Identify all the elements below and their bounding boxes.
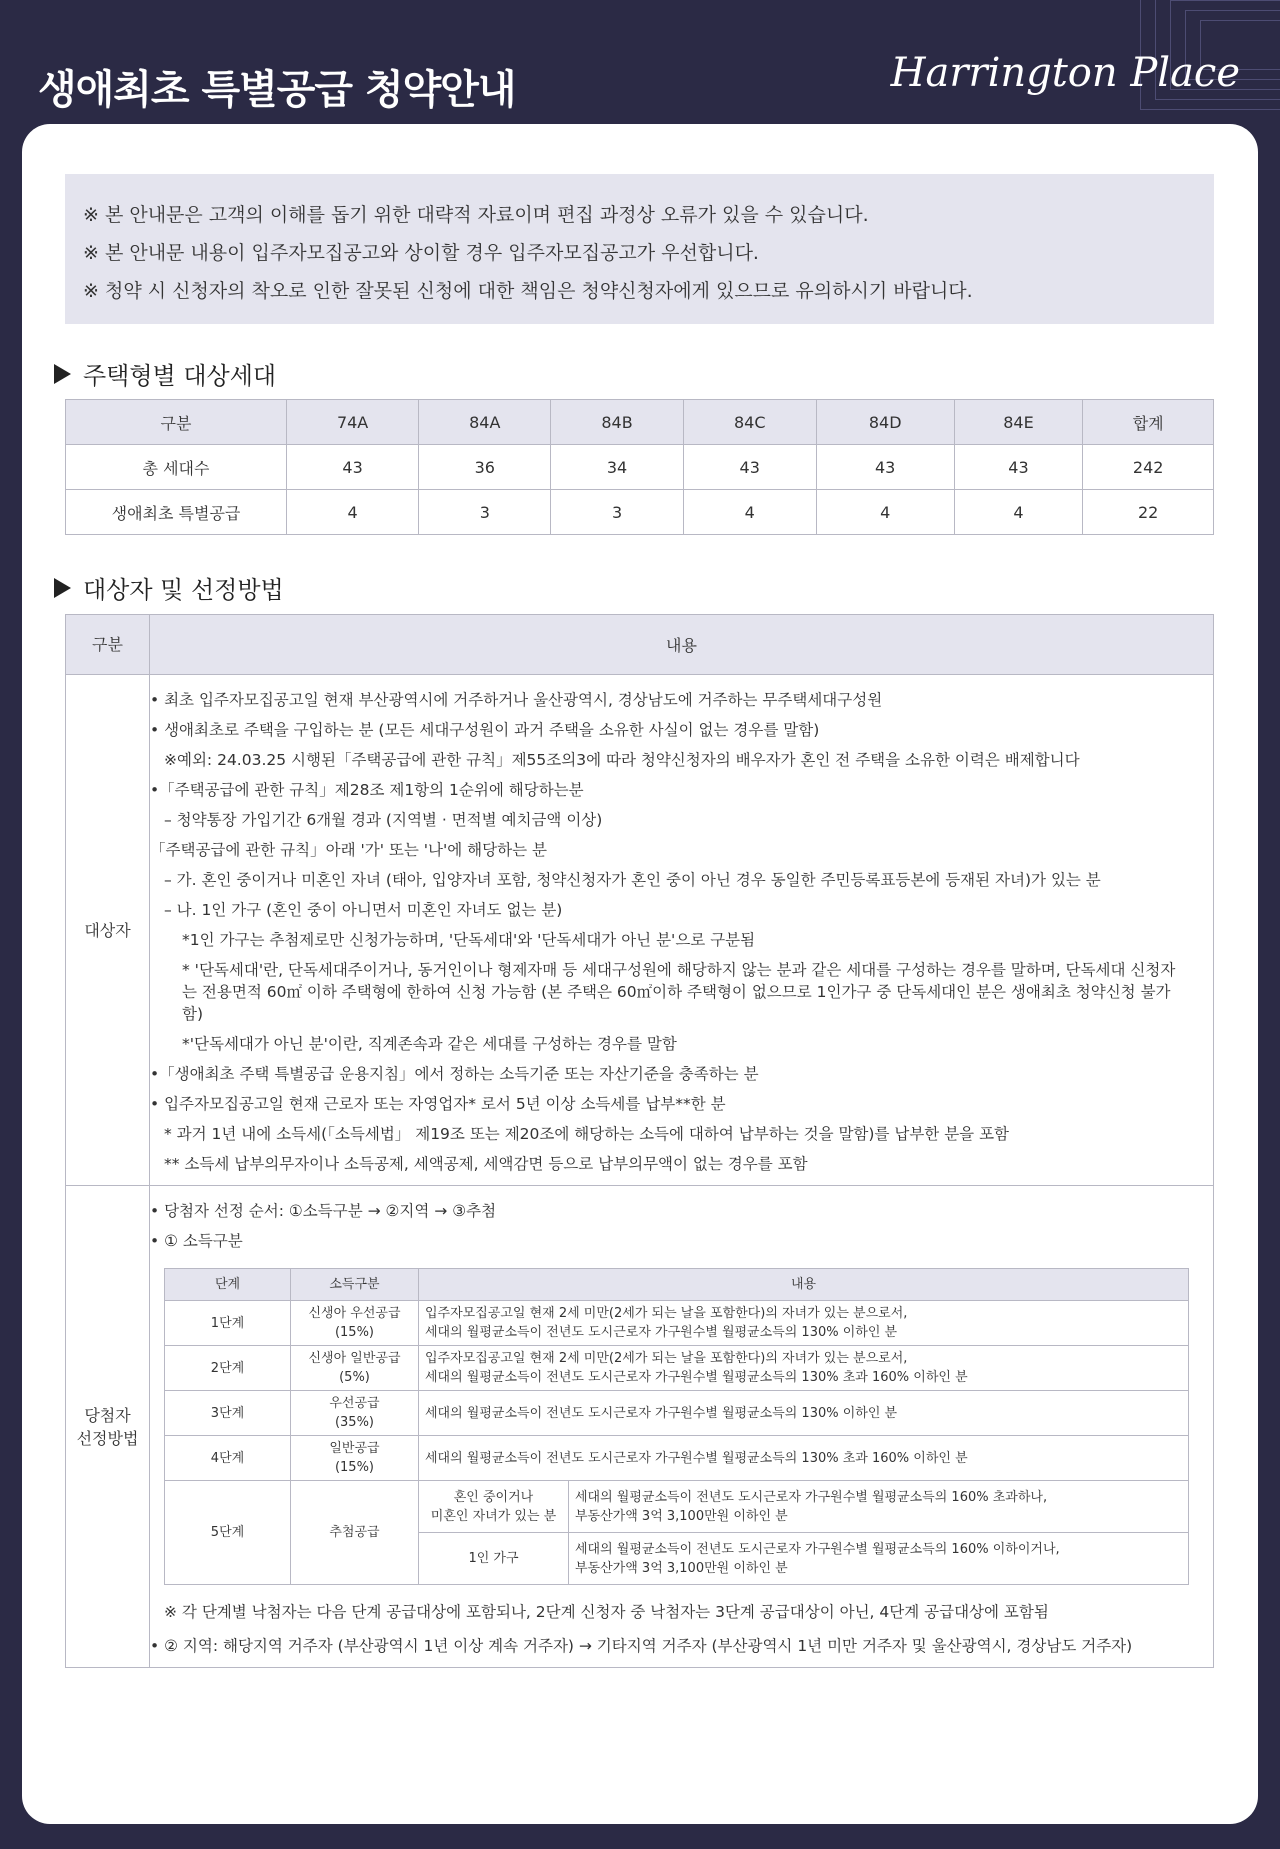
selection-line: • ① 소득구분: [150, 1232, 243, 1250]
stage-content-cell: 입주자모집공고일 현재 2세 미만(2세가 되는 날을 포함한다)의 자녀가 있는 분으로서, 세대의 월평균소득이 전년도 도시근로자 가구원수별 월평균소득의 130% 이하인 분: [419, 1301, 1189, 1346]
income-stage-table: [164, 1268, 1189, 1585]
table-header-cell: 84C: [683, 400, 816, 445]
table-cell: 4: [954, 490, 1083, 535]
stage-cell: 1단계: [165, 1301, 291, 1346]
stage-note: ※ 각 단계별 낙첨자는 다음 단계 공급대상에 포함되나, 2단계 신청자 중 낙첨자는 3단계 공급대상이 아닌, 4단계 공급대상에 포함됨: [164, 1603, 1049, 1621]
table-header-row: [165, 1269, 1189, 1301]
table-header-cell: 내용: [150, 615, 1214, 675]
income-type-cell: 일반공급 (15%): [291, 1436, 419, 1481]
stage-content-cell: 입주자모집공고일 현재 2세 미만(2세가 되는 날을 포함한다)의 자녀가 있는 분으로서, 세대의 월평균소득이 전년도 도시근로자 가구원수별 월평균소득의 130% 초과 160% 이하인 분: [419, 1346, 1189, 1391]
table-header-cell: 구분: [66, 400, 287, 445]
table-header-cell: 84B: [551, 400, 683, 445]
table-header-row: [66, 615, 1214, 675]
target-content: [150, 675, 1214, 1186]
target-line: • 입주자모집공고일 현재 근로자 또는 자영업자* 로서 5년 이상 소득세를 납부**한 분: [150, 1095, 726, 1113]
stage-content-cell: 세대의 월평균소득이 전년도 도시근로자 가구원수별 월평균소득의 130% 이하인 분: [419, 1391, 1189, 1436]
table-row: [66, 445, 1214, 490]
target-line: – 나. 1인 가구 (혼인 중이 아니면서 미혼인 자녀도 없는 분): [164, 901, 563, 919]
stage-cell: 4단계: [165, 1436, 291, 1481]
target-line: *'단독세대가 아닌 분'이란, 직계존속과 같은 세대를 구성하는 경우를 말함: [182, 1035, 677, 1053]
target-line: * '단독세대'란, 단독세대주이거나, 동거인이나 형제자매 등 세대구성원에 해당하지 않는 분과 같은 세대를 구성하는 경우를 말하며, 단독세대 신청자는 전용면적 60㎡ 이하 주택형에 한하여 신청 가능함 (본 주택은 60㎡이하 주택형이 없으므로 1인가구 중 단독세대인 분은 생애최초 청약신청 불가함): [182, 961, 1176, 1023]
triangle-bullet-icon: [54, 578, 71, 598]
table-cell: 3: [419, 490, 551, 535]
table-header-cell: 소득구분: [291, 1269, 419, 1301]
condition-cell: 1인 가구: [419, 1533, 569, 1585]
table-header-cell: 84D: [816, 400, 954, 445]
content-card: [22, 124, 1258, 1824]
income-type-cell: 신생아 우선공급 (15%): [291, 1301, 419, 1346]
table-header-cell: 내용: [419, 1269, 1189, 1301]
condition-cell: 혼인 중이거나 미혼인 자녀가 있는 분: [419, 1481, 569, 1533]
target-line: *1인 가구는 추첨제로만 신청가능하며, '단독세대'와 '단독세대가 아닌 분'으로 구분됨: [182, 931, 756, 949]
income-type-cell: 추첨공급: [291, 1481, 419, 1585]
selection-content: [150, 1186, 1214, 1668]
table-cell: 34: [551, 445, 683, 490]
target-line: • 생애최초로 주택을 구입하는 분 (모든 세대구성원이 과거 주택을 소유한 사실이 없는 경우를 말함): [150, 721, 820, 739]
table-cell: 생애최초 특별공급: [66, 490, 287, 535]
table-row: [165, 1301, 1189, 1346]
table-cell: 4: [816, 490, 954, 535]
table-cell: 4: [287, 490, 419, 535]
target-line: ※예외: 24.03.25 시행된「주택공급에 관한 규칙」제55조의3에 따라 청약신청자의 배우자가 혼인 전 주택을 소유한 이력은 배제합니다: [164, 751, 1080, 769]
selection-row: [66, 1186, 1214, 1668]
table-header-cell: 74A: [287, 400, 419, 445]
table-cell: 3: [551, 490, 683, 535]
table-header-cell: 단계: [165, 1269, 291, 1301]
notice-line: ※ 청약 시 신청자의 착오로 인한 잘못된 신청에 대한 책임은 청약신청자에게 있으므로 유의하시기 바랍니다.: [83, 280, 973, 302]
table-row: [165, 1481, 1189, 1533]
selection-line: • 당첨자 선정 순서: ①소득구분 → ②지역 → ③추첨: [150, 1202, 497, 1220]
notice-line: ※ 본 안내문은 고객의 이해를 돕기 위한 대략적 자료이며 편집 과정상 오류가 있을 수 있습니다.: [83, 204, 869, 226]
table-cell: 43: [954, 445, 1083, 490]
table-row: [165, 1436, 1189, 1481]
stage-content-cell: 세대의 월평균소득이 전년도 도시근로자 가구원수별 월평균소득의 160% 이하이거나, 부동산가액 3억 3,100만원 이하인 분: [569, 1533, 1189, 1585]
page-title: 생애최초 특별공급 청약안내: [38, 67, 516, 113]
target-line: •「생애최초 주택 특별공급 운용지침」에서 정하는 소득기준 또는 자산기준을 충족하는 분: [150, 1065, 759, 1083]
triangle-bullet-icon: [54, 364, 71, 384]
section-title-units: 주택형별 대상세대: [54, 356, 276, 391]
region-line: • ② 지역: 해당지역 거주자 (부산광역시 1년 이상 계속 거주자) → 기타지역 거주자 (부산광역시 1년 미만 거주자 및 울산광역시, 경상남도 거주자): [150, 1637, 1133, 1655]
target-line: 「주택공급에 관한 규칙」아래 '가' 또는 '나'에 해당하는 분: [150, 841, 547, 859]
eligibility-table: [65, 614, 1214, 1668]
table-cell: 총 세대수: [66, 445, 287, 490]
brand-logo: Harrington Place: [890, 50, 1240, 96]
target-line: ** 소득세 납부의무자이나 소득공제, 세액공제, 세액감면 등으로 납부의무액이 없는 경우를 포함: [164, 1155, 808, 1173]
target-line: * 과거 1년 내에 소득세(「소득세법」 제19조 또는 제20조에 해당하는 소득에 대하여 납부하는 것을 말함)를 납부한 분을 포함: [164, 1125, 1010, 1143]
stage-content-cell: 세대의 월평균소득이 전년도 도시근로자 가구원수별 월평균소득의 130% 초과 160% 이하인 분: [419, 1436, 1189, 1481]
income-type-cell: 신생아 일반공급 (5%): [291, 1346, 419, 1391]
notice-line: ※ 본 안내문 내용이 입주자모집공고와 상이할 경우 입주자모집공고가 우선합니다.: [83, 242, 759, 264]
table-header-cell: 합계: [1083, 400, 1214, 445]
table-cell: 43: [683, 445, 816, 490]
table-row: [165, 1391, 1189, 1436]
stage-content-cell: 세대의 월평균소득이 전년도 도시근로자 가구원수별 월평균소득의 160% 초과하나, 부동산가액 3억 3,100만원 이하인 분: [569, 1481, 1189, 1533]
target-label: 대상자: [66, 675, 150, 1186]
table-header-cell: 84E: [954, 400, 1083, 445]
table-cell: 22: [1083, 490, 1214, 535]
table-row: [66, 490, 1214, 535]
table-cell: 36: [419, 445, 551, 490]
table-header-cell: 84A: [419, 400, 551, 445]
notice-box: [65, 174, 1214, 324]
income-type-cell: 우선공급 (35%): [291, 1391, 419, 1436]
unit-table: [65, 399, 1214, 535]
target-line: – 청약통장 가입기간 6개월 경과 (지역별 · 면적별 예치금액 이상): [164, 811, 603, 829]
target-line: – 가. 혼인 중이거나 미혼인 자녀 (태아, 입양자녀 포함, 청약신청자가 혼인 중이 아닌 경우 동일한 주민등록표등본에 등재된 자녀)가 있는 분: [164, 871, 1101, 889]
table-row: [165, 1346, 1189, 1391]
section-title-eligibility: 대상자 및 선정방법: [54, 570, 284, 605]
stage-cell: 3단계: [165, 1391, 291, 1436]
target-line: • 최초 입주자모집공고일 현재 부산광역시에 거주하거나 울산광역시, 경상남도에 거주하는 무주택세대구성원: [150, 691, 883, 709]
target-line: •「주택공급에 관한 규칙」제28조 제1항의 1순위에 해당하는분: [150, 781, 584, 799]
table-header-row: [66, 400, 1214, 445]
table-cell: 4: [683, 490, 816, 535]
table-header-cell: 구분: [66, 615, 150, 675]
selection-label: 당첨자 선정방법: [66, 1186, 150, 1668]
table-cell: 242: [1083, 445, 1214, 490]
stage-cell: 5단계: [165, 1481, 291, 1585]
stage-cell: 2단계: [165, 1346, 291, 1391]
table-cell: 43: [816, 445, 954, 490]
target-row: [66, 675, 1214, 1186]
table-cell: 43: [287, 445, 419, 490]
